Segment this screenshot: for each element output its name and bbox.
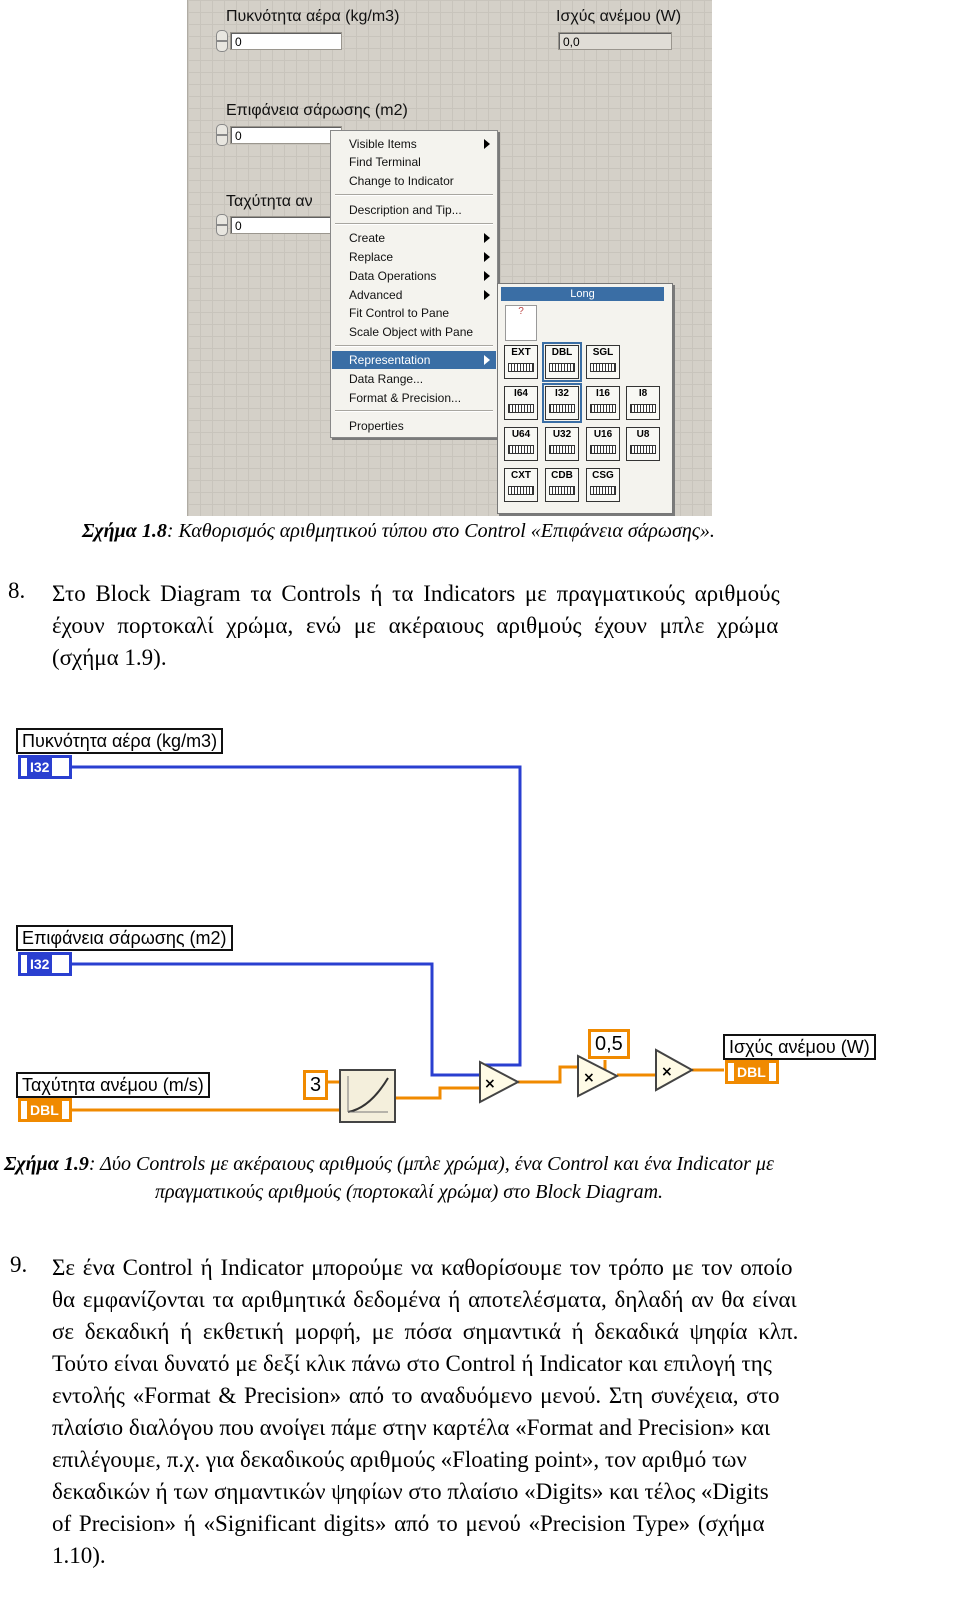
menu-item-data-operations[interactable]: Data Operations: [332, 267, 496, 285]
item-9-paragraph: [52, 1252, 928, 1572]
power-indicator-terminal[interactable]: DBL: [725, 1060, 779, 1084]
item-8-paragraph: [52, 578, 928, 674]
density-field[interactable]: 0: [230, 32, 342, 50]
speed-field[interactable]: 0: [230, 216, 342, 234]
text-line: Σε ένα Control ή Indicator μπορούμε να καθορίσουμε τον τρόπο με τον οποίο: [52, 1255, 793, 1280]
type-i64-button[interactable]: I64: [504, 386, 538, 420]
area-wire: [72, 964, 482, 1075]
item-8-number: 8.: [8, 578, 26, 603]
context-menu: [330, 130, 498, 438]
type-u64-button[interactable]: U64: [504, 427, 538, 461]
item-9-number: 9.: [10, 1252, 28, 1277]
multiply-node-3: [656, 1050, 692, 1090]
area-spinner[interactable]: [216, 124, 228, 146]
figure-1-9-caption-line2: πραγματικούς αριθμούς (πορτοκαλί χρώμα) στο Block Diagram.: [155, 1181, 664, 1203]
svg-text:×: ×: [661, 1064, 673, 1080]
mult1-out-wire: [518, 1067, 580, 1082]
area-control-terminal[interactable]: I32: [18, 952, 72, 976]
figure-1-8-caption: Σχήμα 1.8: Καθορισμός αριθμητικού τύπου στο Control «Επιφάνεια σάρωσης».: [82, 520, 715, 542]
density-spinner[interactable]: [216, 30, 228, 52]
area-field[interactable]: 0: [230, 126, 342, 144]
menu-item-scale-object[interactable]: Scale Object with Pane: [349, 325, 474, 339]
power-function-node: [340, 1070, 395, 1122]
text-line: σε δεκαδική ή εκθετική μορφή, με πόσα σημαντικά ή δεκαδικά ψηφία κλπ.: [52, 1319, 799, 1344]
area-control-label: Επιφάνεια σάρωσης (m2): [16, 925, 233, 951]
submenu-arrow-icon: [484, 290, 490, 300]
text-line: of Precision» ή «Significant digits» από το μενού «Precision Type» (σχήμα: [52, 1511, 765, 1536]
type-sgl-button[interactable]: SGL: [586, 345, 620, 379]
speed-label: Ταχύτητα αν: [226, 193, 313, 210]
figure-1-9-caption: Σχήμα 1.9: Δύο Controls με ακέραιους αριθμούς (μπλε χρώμα), ένα Control και ένα Indicator με: [4, 1153, 774, 1175]
text-line: έχουν πορτοκαλί χρώμα, ενώ με ακέραιους αριθμούς έχουν μπλε χρώμα: [52, 613, 779, 638]
constant-0-5[interactable]: 0,5: [588, 1029, 630, 1059]
menu-separator: [335, 345, 493, 347]
menu-item-description[interactable]: Description and Tip...: [349, 203, 462, 217]
menu-item-advanced[interactable]: Advanced: [332, 286, 496, 304]
density-label: Πυκνότητα αέρα (kg/m3): [226, 8, 400, 25]
menu-item-create[interactable]: Create: [332, 229, 496, 247]
menu-item-fit-control[interactable]: Fit Control to Pane: [349, 306, 450, 320]
density-wire: [72, 767, 520, 1065]
speed-spinner[interactable]: [216, 214, 228, 236]
text-line: (σχήμα 1.9).: [52, 645, 167, 670]
menu-item-replace[interactable]: Replace: [332, 248, 496, 266]
menu-item-representation[interactable]: Representation: [332, 351, 496, 369]
text-line: Τούτο είναι δυνατό με δεξί κλικ πάνω στο Control ή Indicator και επιλογή της: [52, 1351, 772, 1376]
menu-item-change-to-indicator[interactable]: Change to Indicator: [349, 174, 454, 188]
svg-text:×: ×: [583, 1070, 595, 1086]
unknown-type-icon[interactable]: ?: [505, 305, 537, 341]
type-csg-button[interactable]: CSG: [586, 468, 620, 502]
type-u16-button[interactable]: U16: [586, 427, 620, 461]
speed-control-label: Ταχύτητα ανέμου (m/s): [16, 1072, 210, 1098]
text-line: θα εμφανίζονται τα αριθμητικά δεδομένα ή αποτελέσματα, δηλαδή αν θα είναι: [52, 1287, 797, 1312]
power-indicator-label: Ισχύς ανέμου (W): [723, 1034, 876, 1060]
constant-3[interactable]: 3: [303, 1070, 328, 1100]
text-line: δεκαδικών ή των σημαντικών ψηφίων στο πλαίσιο «Digits» και τέλος «Digits: [52, 1479, 769, 1504]
type-i8-button[interactable]: I8: [626, 386, 660, 420]
type-dbl-button[interactable]: DBL: [545, 345, 579, 379]
type-u32-button[interactable]: U32: [545, 427, 579, 461]
multiply-node-2: [578, 1056, 617, 1096]
type-cdb-button[interactable]: CDB: [545, 468, 579, 502]
speed-control-terminal[interactable]: DBL: [18, 1098, 72, 1122]
power-indicator: 0,0: [558, 32, 672, 50]
menu-item-visible-items[interactable]: Visible Items: [332, 135, 496, 153]
menu-item-format-precision[interactable]: Format & Precision...: [349, 391, 462, 405]
multiply-node-1: [480, 1062, 518, 1102]
submenu-arrow-icon: [484, 139, 490, 149]
type-i32-button[interactable]: I32: [545, 386, 579, 420]
palette-title: Long: [501, 287, 664, 301]
svg-text:×: ×: [484, 1076, 496, 1092]
density-control-terminal[interactable]: I32: [18, 755, 72, 779]
submenu-arrow-icon: [484, 271, 490, 281]
power-out-wire: [395, 1088, 482, 1098]
menu-separator: [335, 194, 493, 196]
type-u8-button[interactable]: U8: [626, 427, 660, 461]
menu-item-data-range[interactable]: Data Range...: [349, 372, 424, 386]
submenu-arrow-icon: [484, 252, 490, 262]
menu-item-find-terminal[interactable]: Find Terminal: [349, 155, 421, 169]
menu-separator: [335, 223, 493, 225]
text-line: Στο Block Diagram τα Controls ή τα Indicators με πραγματικούς αριθμούς: [52, 581, 780, 606]
text-line: πλαίσιο διαλόγου που ανοίγει πάμε στην καρτέλα «Format and Precision» και: [52, 1415, 771, 1440]
text-line: επιλέγουμε, π.χ. για δεκαδικούς αριθμούς «Floating point», τον αριθμό των: [52, 1447, 747, 1472]
submenu-arrow-icon: [484, 355, 490, 365]
power-label: Ισχύς ανέμου (W): [556, 8, 682, 25]
type-cxt-button[interactable]: CXT: [504, 468, 538, 502]
menu-separator: [335, 410, 493, 412]
area-label: Επιφάνεια σάρωσης (m2): [226, 102, 408, 119]
submenu-arrow-icon: [484, 233, 490, 243]
density-control-label: Πυκνότητα αέρα (kg/m3): [16, 728, 223, 754]
representation-palette: [497, 283, 673, 514]
menu-item-properties[interactable]: Properties: [349, 419, 404, 433]
type-i16-button[interactable]: I16: [586, 386, 620, 420]
text-line: εντολής «Format & Precision» από το αναδυόμενο μενού. Στη συνέχεια, στο: [52, 1383, 780, 1408]
text-line: 1.10).: [52, 1543, 106, 1568]
type-ext-button[interactable]: EXT: [504, 345, 538, 379]
